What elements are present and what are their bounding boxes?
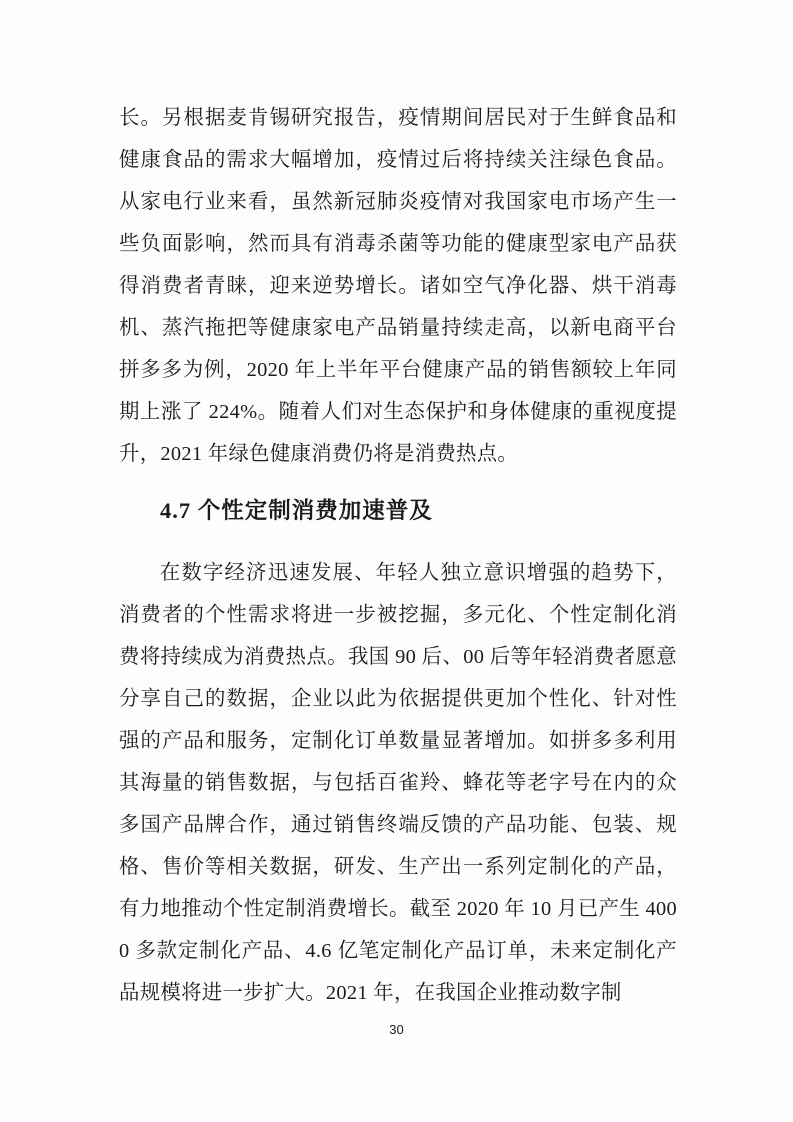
continued-paragraph: 长。另根据麦肯锡研究报告，疫情期间居民对于生鲜食品和健康食品的需求大幅增加，疫情过后将持续关注绿色食品。从家电行业来看，虽然新冠肺炎疫情对我国家电市场产生一些负面影响，然而具有消毒杀菌等功能的健康型家电产品获得消费者青睐，迎来逆势增长。诸如空气净化器、烘干消毒机、蒸汽拖把等健康家电产品销量持续走高，以新电商平台拼多多为例，2020 年上半年平台健康产品的销售额较上年同期上涨了 224%。随着人们对生态保护和身体健康的重视度提升，2021 年绿色健康消费仍将是消费热点。 <box>119 107 677 465</box>
page-number: 30 <box>389 1022 404 1037</box>
section-heading-4-7: 4.7 个性定制消费加速普及 <box>160 498 433 523</box>
page-content <box>119 97 677 1014</box>
section-paragraph: 在数字经济迅速发展、年轻人独立意识增强的趋势下，消费者的个性需求将进一步被挖掘，多元化、个性定制化消费将持续成为消费热点。我国 90 后、00 后等年轻消费者愿意分享自己的数据，企业以此为依据提供更加个性化、针对性强的产品和服务，定制化订单数量显著增加。如拼多多利用其海量的销售数据，与包括百雀羚、蜂花等老字号在内的众多国产品牌合作，通过销售终端反馈的产品功能、包装、规格、售价等相关数据，研发、生产出一系列定制化的产品，有力地推动个性定制消费增长。截至 2020 年 10 月已产生 4000 多款定制化产品、4.6 亿笔定制化产品订单，未来定制化产品规模将进一步扩大。2021 年，在我国企业推动数字制 <box>119 562 677 1004</box>
